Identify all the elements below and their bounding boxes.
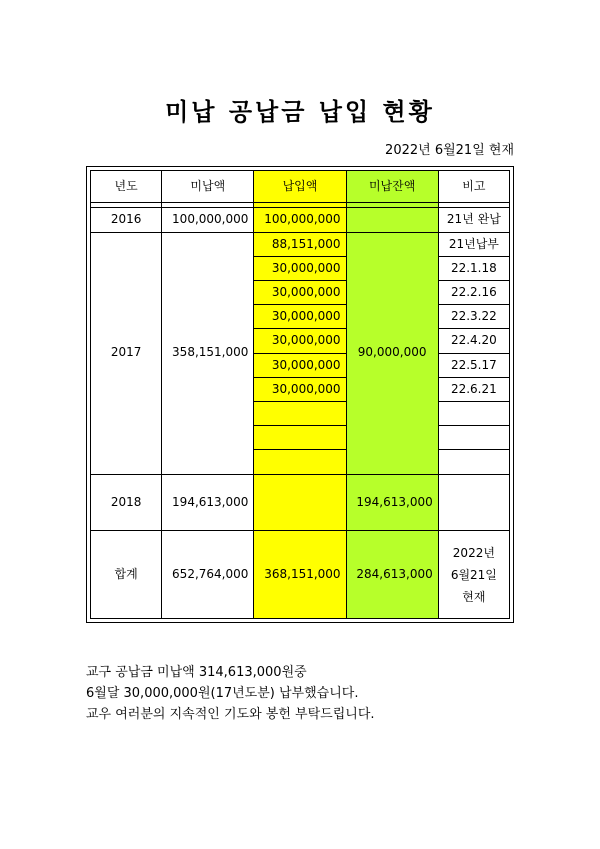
paid-cell: 88,151,000 [254,232,346,256]
note-cell: 21년납부 [438,232,509,256]
table-row-2016 [91,208,510,232]
paid-cell: 30,000,000 [254,353,346,377]
paid-cell: 30,000,000 [254,256,346,280]
header-unpaid: 미납액 [162,171,254,203]
unpaid-cell: 194,613,000 [162,474,254,531]
paid-cell: 30,000,000 [254,329,346,353]
table-row-2018 [91,474,510,531]
year-cell: 2018 [91,474,162,531]
total-note-line: 6월21일 [450,567,497,582]
note-cell: 22.5.17 [438,353,509,377]
balance-cell: 90,000,000 [346,232,438,474]
total-unpaid-cell: 652,764,000 [162,531,254,619]
total-balance-cell: 284,613,000 [346,531,438,619]
total-paid-cell: 368,151,000 [254,531,346,619]
payment-status-table-frame [86,166,514,623]
header-balance: 미납잔액 [346,171,438,203]
note-cell: 22.2.16 [438,280,509,304]
paid-cell: 30,000,000 [254,305,346,329]
header-year: 년도 [91,171,162,203]
total-label-cell: 합계 [91,531,162,619]
notice-line: 교구 공납금 미납액 314,613,000원중 [86,665,307,680]
paid-cell: 30,000,000 [254,280,346,304]
note-cell: 21년 완납 [438,208,509,232]
note-cell [438,474,509,531]
total-note-line: 2022년 [452,545,495,560]
total-note-cell [438,531,509,619]
balance-cell: 194,613,000 [346,474,438,531]
header-note: 비고 [438,171,509,203]
total-note-line: 현재 [462,589,486,604]
notice-text [86,662,375,725]
table-row-total [91,531,510,619]
payment-status-table [90,170,510,619]
as-of-date: 2022년 6월21일 현재 [385,143,514,158]
page-title: 미납 공납금 납입 현황 [165,98,435,126]
note-cell: 22.3.22 [438,305,509,329]
note-cell: 22.1.18 [438,256,509,280]
paid-cell: 30,000,000 [254,377,346,401]
notice-line: 6월달 30,000,000원(17년도분) 납부했습니다. [86,686,359,701]
year-cell: 2017 [91,232,162,474]
unpaid-cell: 100,000,000 [162,208,254,232]
paid-cell [254,474,346,531]
header-paid: 납입액 [254,171,346,203]
table-header-row [91,171,510,203]
notice-line: 교우 여러분의 지속적인 기도와 봉헌 부탁드립니다. [86,707,375,722]
paid-cell: 100,000,000 [254,208,346,232]
table-row-2017 [91,232,510,256]
balance-cell [346,208,438,232]
note-cell: 22.6.21 [438,377,509,401]
note-cell: 22.4.20 [438,329,509,353]
unpaid-cell: 358,151,000 [162,232,254,474]
year-cell: 2016 [91,208,162,232]
